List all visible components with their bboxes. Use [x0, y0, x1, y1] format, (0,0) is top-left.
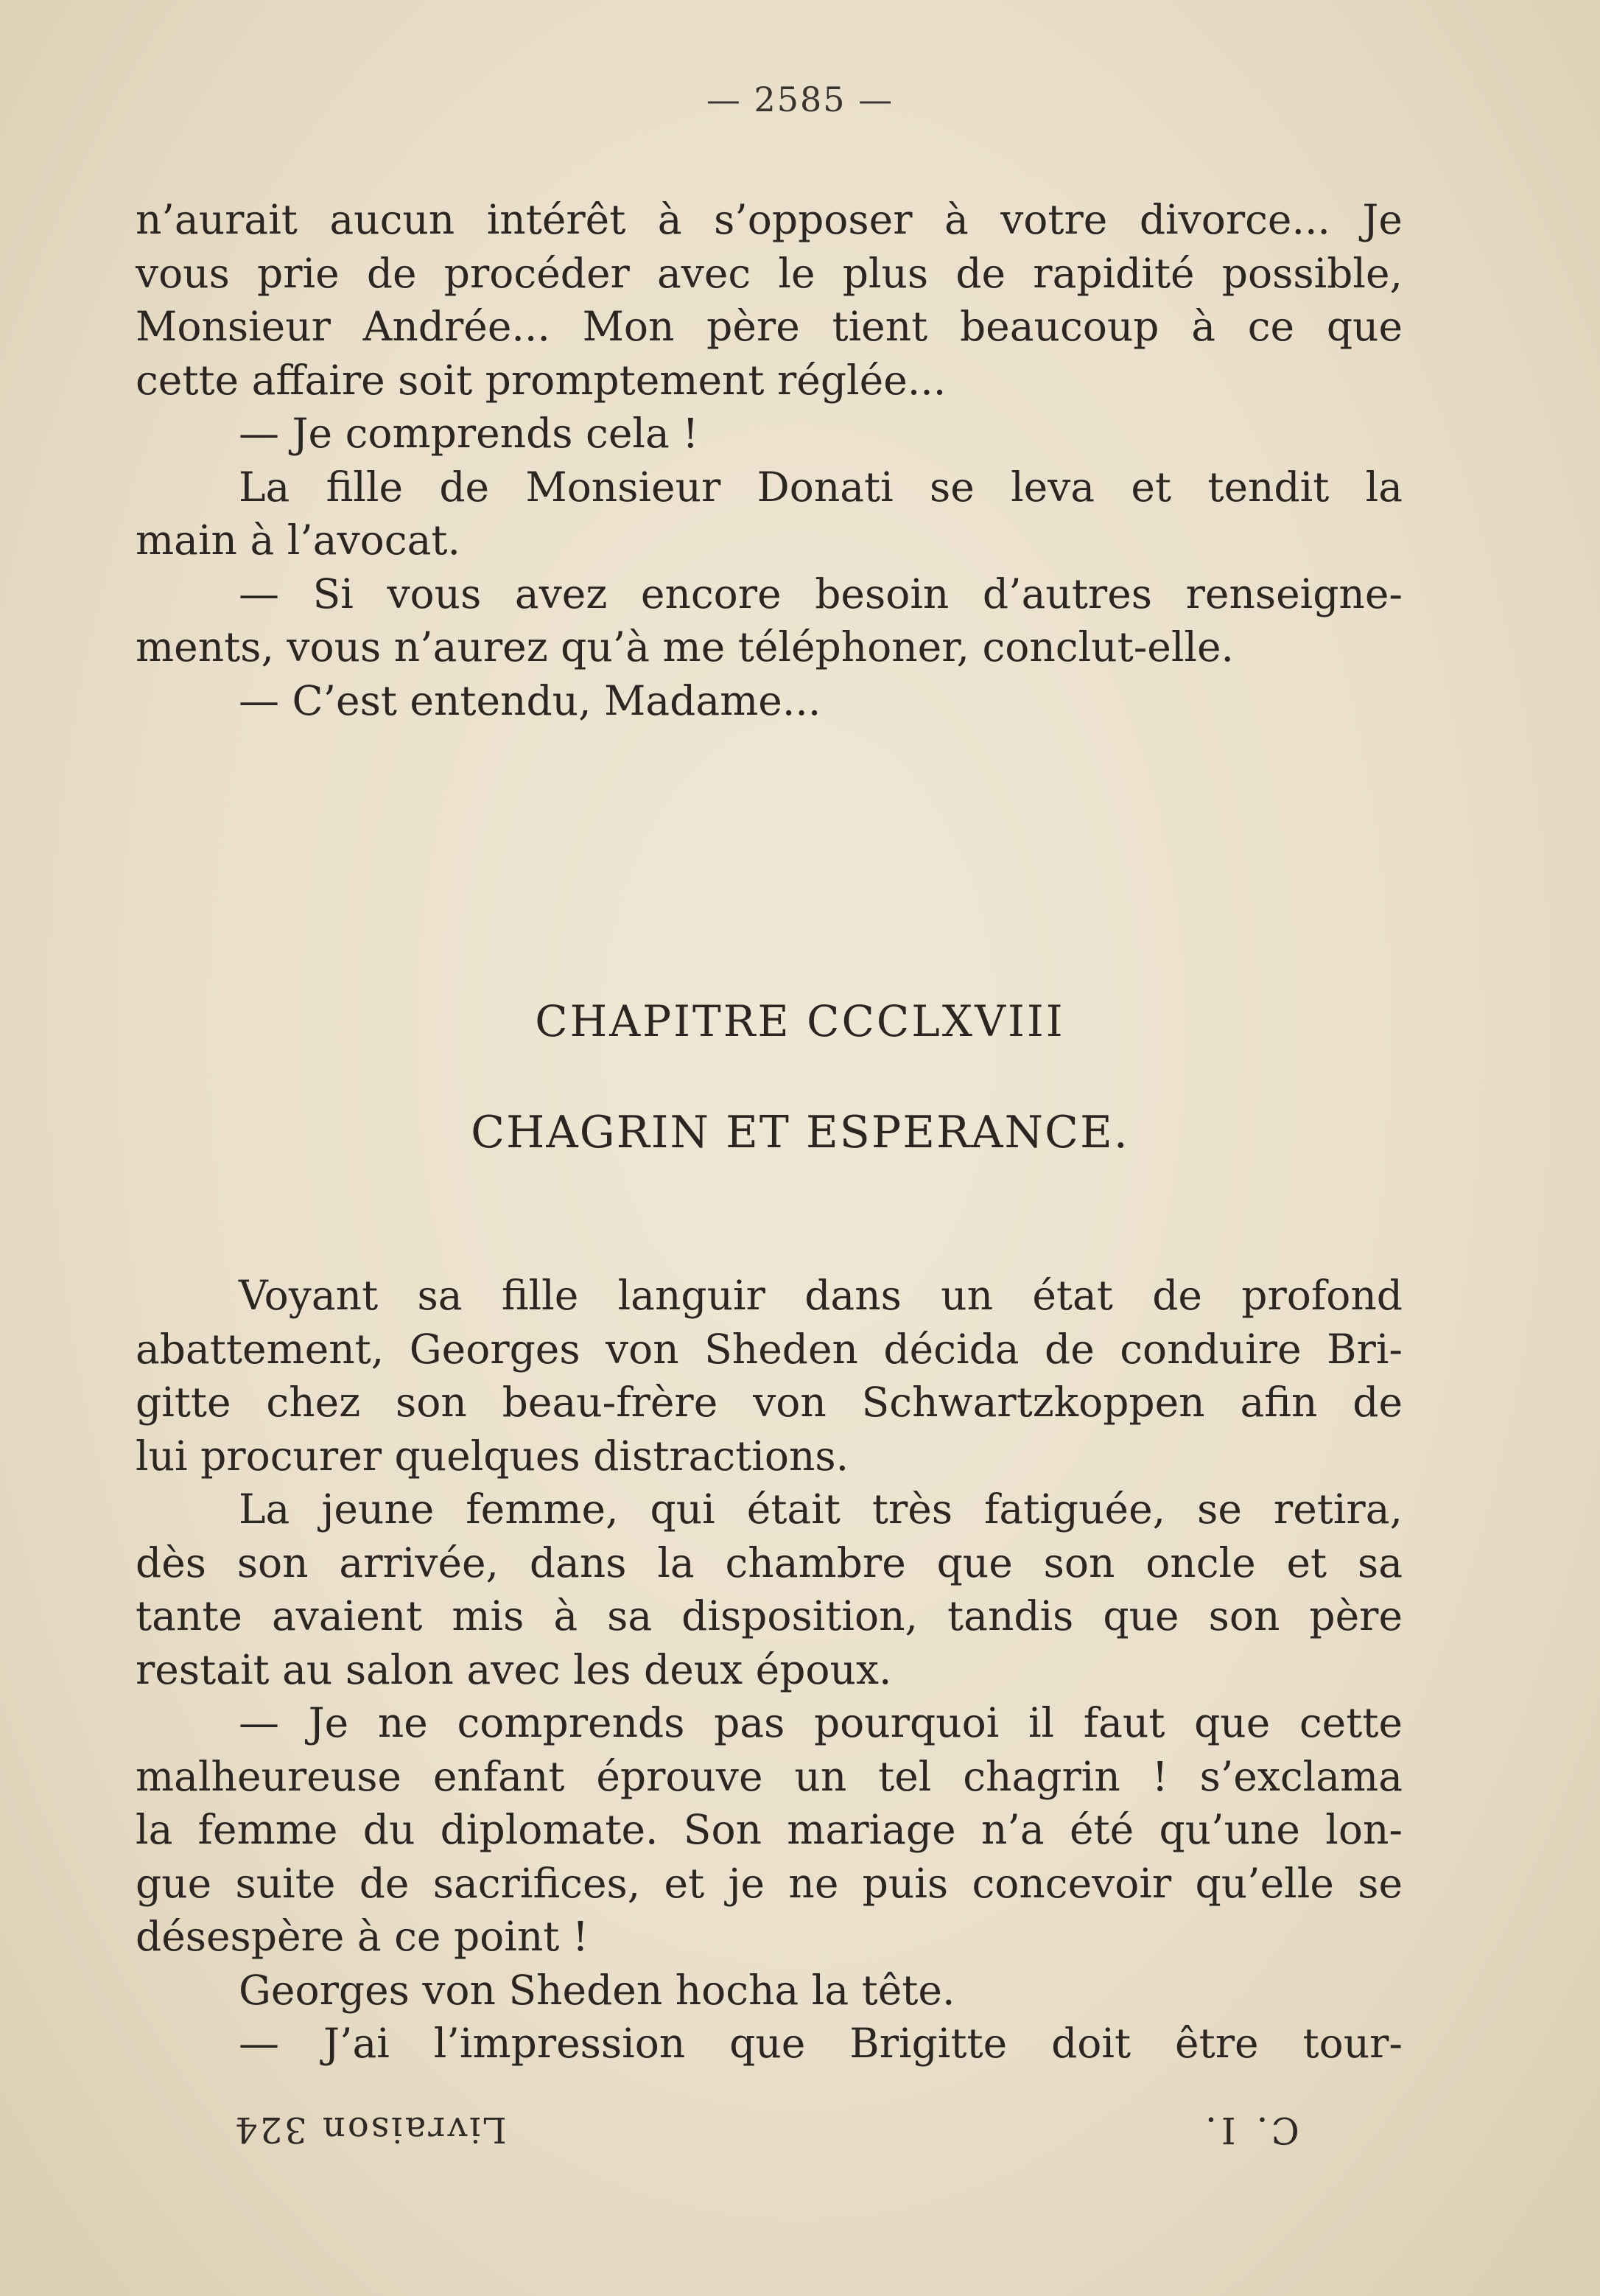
text-line: la femme du diplomate. Son mariage n’a été qu’une lon-: [136, 1806, 1403, 1853]
footer-livraison: Livraison 324: [233, 2109, 507, 2150]
text-line: Georges von Sheden hocha la tête.: [239, 1966, 955, 2014]
text-line: malheureuse enfant éprouve un tel chagrin ! s’exclama: [136, 1752, 1403, 1800]
chapter-title: CHAPITRE CCCLXVIII: [535, 996, 1065, 1046]
page-number: — 2585 —: [706, 80, 894, 119]
text-line: tante avaient mis à sa disposition, tandis que son père: [136, 1592, 1403, 1639]
text-line: Voyant sa fille languir dans un état de profond: [239, 1272, 1403, 1319]
text-line: — Je comprends cela !: [239, 410, 699, 457]
text-line: ments, vous n’aurez qu’à me téléphoner, conclut-elle.: [136, 623, 1235, 671]
text-line: lui procurer quelques distractions.: [136, 1432, 849, 1480]
text-line: — J’ai l’impression que Brigitte doit être tour-: [239, 2020, 1403, 2067]
text-line: main à l’avocat.: [136, 517, 460, 564]
text-line: n’aurait aucun intérêt à s’opposer à votre divorce... Je: [136, 196, 1403, 243]
text-line: La jeune femme, qui était très fatiguée, se retira,: [239, 1485, 1403, 1533]
text-line: vous prie de procéder avec le plus de rapidité possible,: [136, 249, 1403, 297]
text-line: gitte chez son beau-frère von Schwartzkoppen afin de: [136, 1379, 1403, 1426]
text-line: Monsieur Andrée... Mon père tient beaucoup à ce que: [136, 303, 1403, 350]
text-line: dès son arrivée, dans la chambre que son oncle et sa: [136, 1539, 1403, 1586]
text-line: — Je ne comprends pas pourquoi il faut que cette: [239, 1699, 1403, 1746]
text-line: — C’est entendu, Madame...: [239, 676, 821, 724]
chapter-subtitle: CHAGRIN ET ESPERANCE.: [471, 1107, 1129, 1158]
text-line: gue suite de sacrifices, et je ne puis concevoir qu’elle se: [136, 1859, 1403, 1907]
text-line: — Si vous avez encore besoin d’autres renseigne-: [239, 570, 1403, 617]
footer-signature: C. I.: [1201, 2109, 1299, 2152]
text-line: cette affaire soit promptement réglée...: [136, 356, 947, 404]
top-text-block: [136, 193, 1403, 727]
text-line: abattement, Georges von Sheden décida de conduire Bri-: [136, 1325, 1403, 1373]
text-line: La fille de Monsieur Donati se leva et tendit la: [239, 463, 1403, 511]
text-line: restait au salon avec les deux époux.: [136, 1645, 892, 1693]
chapter-text-block: [136, 1269, 1403, 2071]
text-line: désespère à ce point !: [136, 1913, 589, 1960]
